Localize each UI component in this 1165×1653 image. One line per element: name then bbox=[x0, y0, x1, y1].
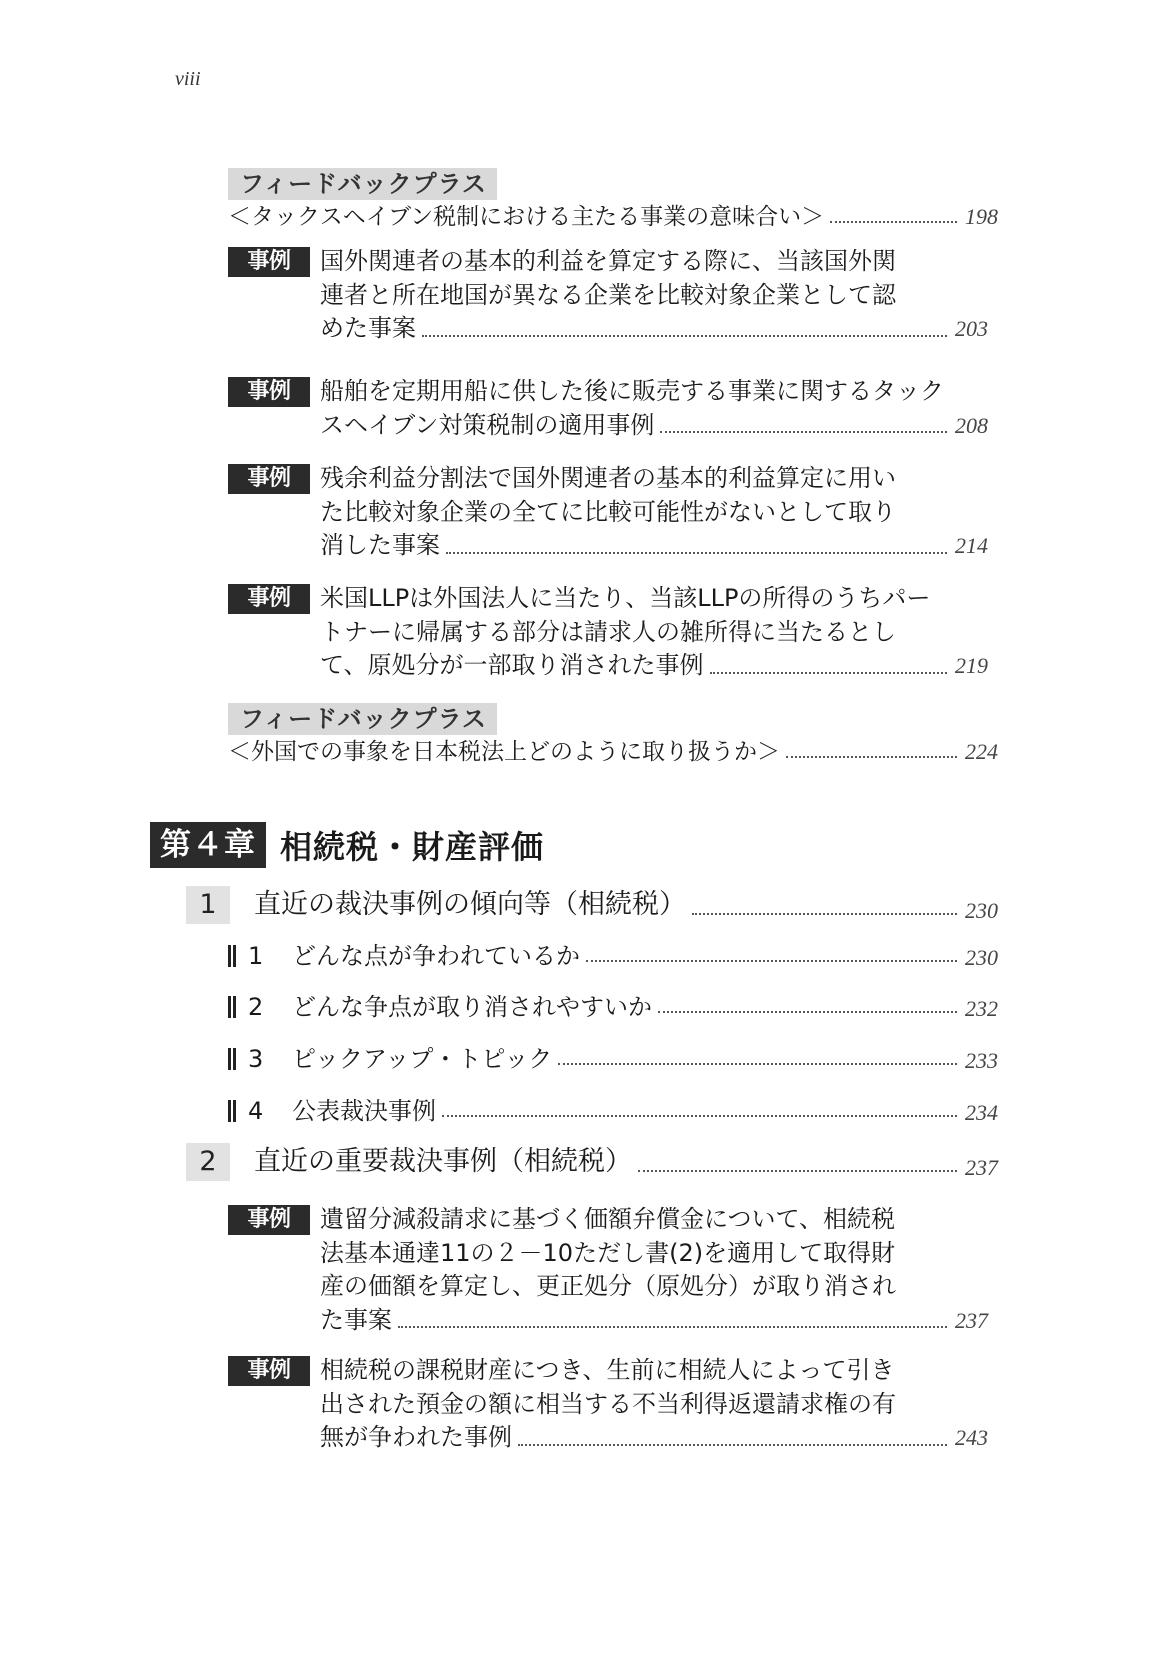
case-title-line: 国外関連者の基本的利益を算定する際に、当該国外関 bbox=[320, 247, 896, 275]
case-entry[interactable] bbox=[228, 1203, 998, 1337]
case-title-line: 残余利益分割法で国外関連者の基本的利益算定に用い bbox=[320, 464, 896, 492]
leader-dots bbox=[398, 1326, 947, 1328]
toc-entry-title: ＜外国での事象を日本税法上どのように取り扱うか＞ bbox=[228, 739, 780, 765]
toc-entry-title: ＜タックスヘイブン税制における主たる事業の意味合い＞ bbox=[228, 204, 825, 230]
subsection-entry[interactable] bbox=[228, 1096, 998, 1126]
toc-entry[interactable] bbox=[228, 202, 998, 232]
case-title-line: 産の価額を算定し、更正処分（原処分）が取り消され bbox=[320, 1272, 896, 1300]
case-title-line: 連者と所在地国が異なる企業を比較対象企業として認 bbox=[320, 280, 896, 309]
page-ref: 230 bbox=[965, 898, 998, 923]
subsection-marker bbox=[228, 992, 238, 1022]
page-number: viii bbox=[175, 68, 201, 90]
feedback-plus-label: フィードバックプラス bbox=[228, 703, 497, 735]
leader-dots bbox=[786, 756, 957, 758]
page-ref: 198 bbox=[965, 204, 998, 229]
subsection-entry[interactable] bbox=[228, 992, 998, 1022]
page-ref: 234 bbox=[965, 1100, 998, 1125]
section-entry[interactable] bbox=[186, 1143, 998, 1181]
feedback-plus-block bbox=[228, 703, 998, 767]
leader-dots bbox=[658, 1011, 957, 1013]
case-title-line: めた事案 bbox=[320, 314, 416, 342]
case-badge: 事例23 bbox=[228, 464, 310, 494]
leader-dots bbox=[638, 1170, 957, 1172]
leader-dots bbox=[422, 335, 947, 337]
case-title-line: た事案 bbox=[320, 1305, 392, 1334]
case-entry[interactable] bbox=[228, 462, 998, 563]
subsection-title: どんな争点が取り消されやすいか bbox=[292, 993, 652, 1021]
case-title-line: 相続税の課税財産につき、生前に相続人によって引き bbox=[320, 1356, 895, 1384]
subsection-title: どんな点が争われているか bbox=[292, 942, 580, 970]
chapter-title: 相続税・財産評価 bbox=[280, 828, 545, 866]
section-number: 1 bbox=[186, 886, 230, 924]
leader-dots bbox=[442, 1115, 957, 1117]
case-title-line: 遺留分減殺請求に基づく価額弁償金について、相続税 bbox=[320, 1205, 896, 1233]
case-badge: 事例21 bbox=[228, 247, 310, 277]
subsection-marker bbox=[228, 1096, 238, 1126]
section-title: 直近の裁決事例の傾向等（相続税） bbox=[254, 889, 686, 920]
leader-dots bbox=[710, 672, 947, 674]
subsection-number: 2 bbox=[248, 993, 264, 1021]
feedback-plus-block bbox=[228, 168, 998, 232]
page-ref: 237 bbox=[955, 1307, 988, 1333]
page-ref: 224 bbox=[965, 739, 998, 764]
page-ref: 237 bbox=[965, 1155, 998, 1180]
case-badge: 事例24 bbox=[228, 584, 310, 614]
case-badge: 事例25 bbox=[228, 1205, 310, 1235]
case-title-line: 法基本通達11の２－10ただし書(2)を適用して取得財 bbox=[320, 1238, 896, 1267]
leader-dots bbox=[660, 431, 947, 433]
leader-dots bbox=[558, 1063, 957, 1065]
leader-dots bbox=[830, 221, 957, 223]
case-entry[interactable] bbox=[228, 1354, 998, 1455]
chapter-badge: 第４章 bbox=[150, 822, 266, 868]
subsection-title: ピックアップ・トピック bbox=[292, 1045, 553, 1073]
page-ref: 203 bbox=[955, 316, 988, 341]
case-title-line: スヘイブン対策税制の適用事例 bbox=[320, 410, 655, 439]
subsection-marker bbox=[228, 1044, 238, 1074]
case-title-line: た比較対象企業の全てに比較可能性がないとして取り bbox=[320, 497, 896, 526]
leader-dots bbox=[518, 1444, 947, 1446]
section-title: 直近の重要裁決事例（相続税） bbox=[254, 1146, 632, 1177]
case-badge: 事例26 bbox=[228, 1356, 310, 1386]
page-ref: 214 bbox=[955, 533, 988, 558]
subsection-entry[interactable] bbox=[228, 1044, 998, 1074]
leader-dots bbox=[692, 913, 957, 915]
page-ref: 230 bbox=[965, 945, 998, 970]
case-title-line: 船舶を定期用船に供した後に販売する事業に関するタック bbox=[320, 377, 944, 405]
section-number: 2 bbox=[186, 1143, 230, 1181]
case-entry[interactable] bbox=[228, 582, 998, 683]
case-entry[interactable] bbox=[228, 245, 998, 346]
page-ref: 233 bbox=[965, 1048, 998, 1073]
leader-dots bbox=[446, 552, 947, 554]
subsection-entry[interactable] bbox=[228, 941, 998, 971]
case-title-line: 出された預金の額に相当する不当利得返還請求権の有 bbox=[320, 1389, 896, 1418]
case-title-line: 無が争われた事例 bbox=[320, 1423, 512, 1451]
case-title-line: て、原処分が一部取り消された事例 bbox=[320, 651, 704, 679]
page-ref: 219 bbox=[955, 653, 988, 678]
case-title-line: トナーに帰属する部分は請求人の雑所得に当たるとし bbox=[320, 617, 896, 646]
page-ref: 243 bbox=[955, 1425, 988, 1450]
subsection-marker bbox=[228, 941, 238, 971]
toc-entry[interactable] bbox=[228, 737, 998, 767]
page-ref: 232 bbox=[965, 996, 998, 1021]
feedback-plus-label: フィードバックプラス bbox=[228, 168, 497, 200]
case-title-line: 消した事案 bbox=[320, 531, 440, 559]
case-badge: 事例22 bbox=[228, 377, 310, 407]
chapter-heading bbox=[150, 822, 544, 868]
subsection-number: 3 bbox=[248, 1045, 264, 1073]
subsection-title: 公表裁決事例 bbox=[292, 1097, 436, 1125]
section-entry[interactable] bbox=[186, 886, 998, 924]
subsection-number: 1 bbox=[248, 942, 264, 970]
case-entry[interactable] bbox=[228, 375, 998, 442]
leader-dots bbox=[586, 960, 957, 962]
case-title-line: 米国LLPは外国法人に当たり、当該LLPの所得のうちパー bbox=[320, 584, 931, 612]
page-ref: 208 bbox=[955, 412, 988, 438]
subsection-number: 4 bbox=[248, 1097, 264, 1125]
